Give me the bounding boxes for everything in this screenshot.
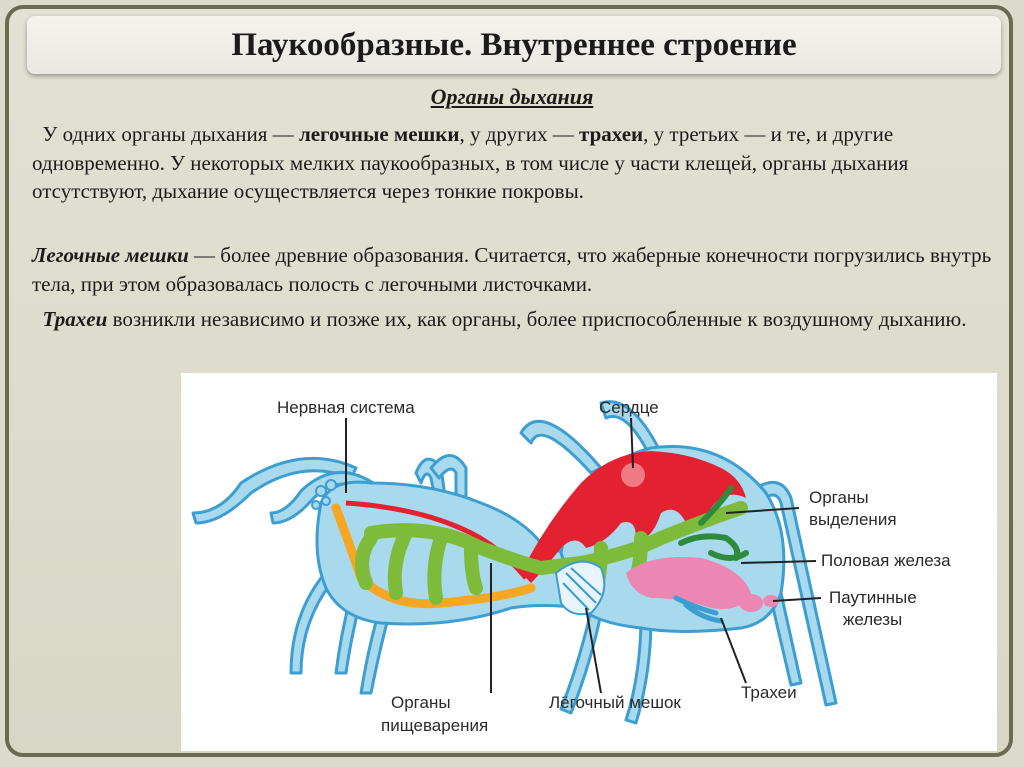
p1-text-3: , у третьих — и те, и другие одновременно. У некоторых мелких паукообразных, в том числе у части клещей, органы дыхания отсутствуют, дыхание осуществляется через тонкие покровы. [32, 122, 909, 203]
p1-text-1: У одних органы дыхания — [42, 122, 299, 146]
label-gonad: Половая железа [821, 551, 951, 570]
p1-text-2: , у других — [459, 122, 579, 146]
label-heart: Сердце [599, 398, 659, 417]
p1-term-tracheae: трахеи [579, 122, 644, 146]
label-tracheae: Трахеи [741, 683, 797, 702]
p3-text: возникли независимо и позже их, как органы, более приспособленные к воздушному дыханию. [107, 307, 967, 331]
p2-text: — более древние образования. Считается, что жаберные конечности погрузились внутрь тела, при этом образовалась полость с легочными листочками. [32, 243, 992, 296]
spider-anatomy-svg [181, 373, 997, 751]
section-subtitle: Органы дыхания [430, 84, 594, 109]
label-nervous-system: Нервная система [277, 398, 415, 417]
label-spinning-1: Паутинные [829, 588, 917, 607]
paragraph-tracheae [32, 305, 992, 334]
spider-anatomy-diagram [181, 373, 997, 751]
p1-term-lungs: легочные мешки [298, 122, 460, 146]
label-digestive-2: пищеварения [381, 716, 489, 735]
page-title: Паукообразные. Внутреннее строение [231, 26, 797, 63]
paragraph-respiratory-organs [32, 120, 992, 206]
label-excretory-2: выделения [809, 510, 897, 529]
label-spinning-2: железы [843, 610, 903, 629]
paragraph-lung-sacs [32, 241, 992, 298]
label-digestive-1: Органы [391, 693, 451, 712]
label-lung-sac: Лёгочный мешок [549, 693, 681, 712]
title-bar [27, 16, 1001, 74]
p3-term: Трахеи [42, 307, 108, 331]
p2-term: Легочные мешки [32, 243, 189, 267]
label-excretory-1: Органы [809, 488, 869, 507]
